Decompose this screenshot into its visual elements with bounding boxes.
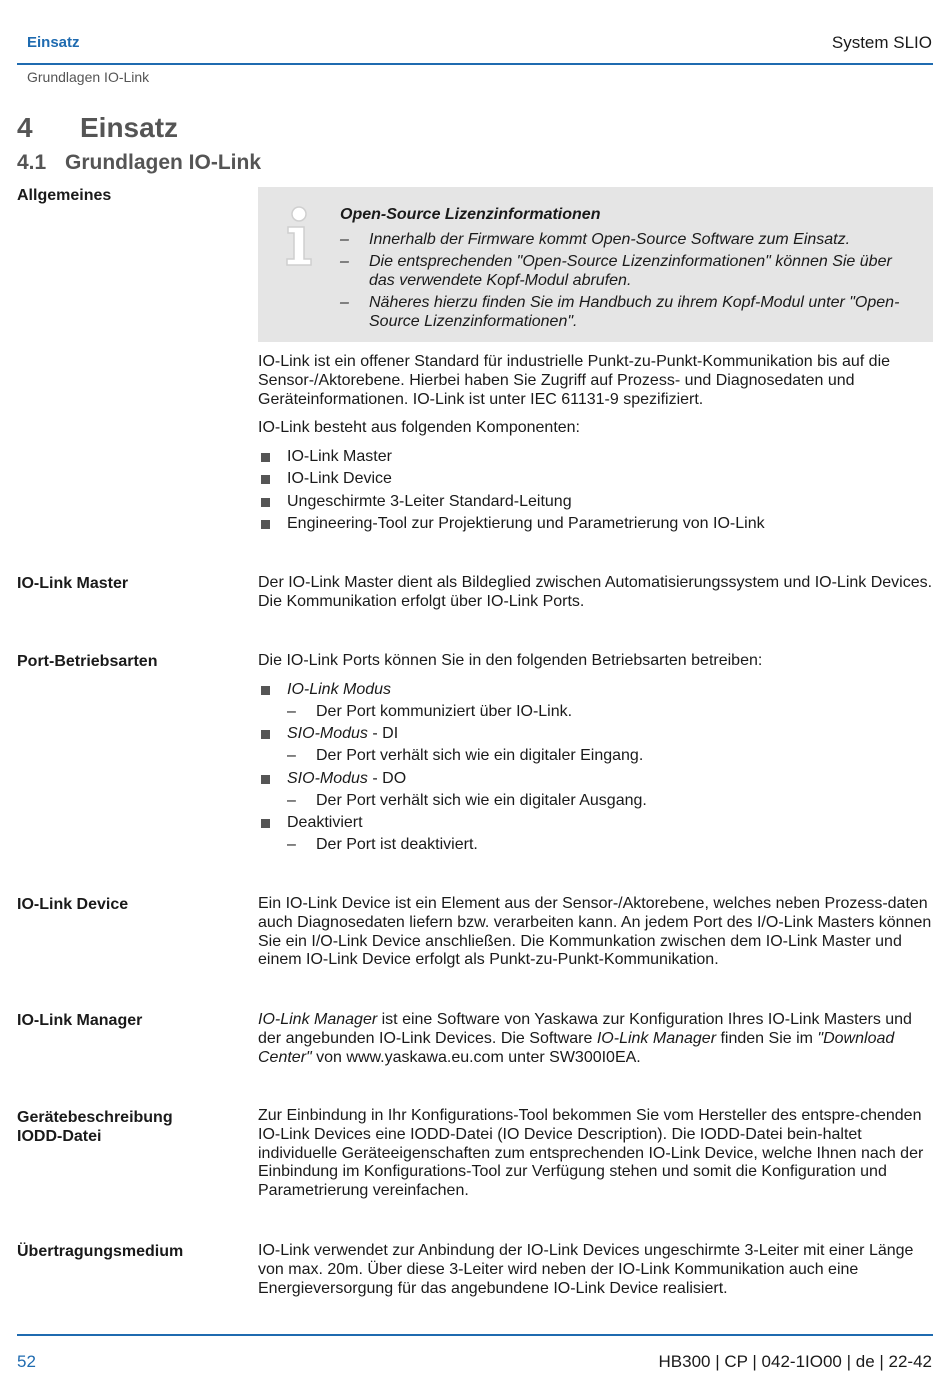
note-item-text: Innerhalb der Firmware kommt Open-Source Software zum Einsatz.: [369, 231, 851, 248]
mode-item: SIO-Modus - DI: [258, 725, 934, 744]
section-number: 4.1: [17, 151, 47, 174]
components-list: [258, 448, 934, 533]
chapter-heading: [17, 112, 178, 144]
mode-item: SIO-Modus - DO: [258, 770, 934, 789]
list-item: IO-Link Device: [258, 470, 934, 489]
mode-desc: – Der Port verhält sich wie ein digitaler Eingang.: [287, 747, 644, 765]
note-dash: –: [340, 253, 349, 270]
intro-paragraph: IO-Link ist ein offener Standard für industrielle Punkt-zu-Punkt-Kommunikation bis auf die Sensor-/Aktorebene. Hierbei haben Sie Zugriff auf Prozess- und Diagnosedaten und Geräteinformationen. IO-Link ist unter IEC 61131-9 spezifiziert.: [258, 353, 891, 408]
components-intro: IO-Link besteht aus folgenden Komponenten:: [258, 419, 580, 437]
square-bullet-icon: [261, 498, 270, 507]
label-device: IO-Link Device: [17, 896, 129, 913]
modes-list: [258, 681, 934, 855]
manager-text: IO-Link Manager ist eine Software von Yaskawa zur Konfiguration Ihres IO-Link Masters und der angebunden IO-Link Devices. Die Software IO-Link Manager finden Sie im "Download Center" von www.yaskawa.eu.com unter SW300I0EA.: [258, 1011, 912, 1066]
master-text: Der IO-Link Master dient als Bildeglied zwischen Automatisierungssystem und IO-Link Devices. Die Kommunikation erfolgt über IO-Link Ports.: [258, 574, 933, 610]
info-icon: [282, 205, 316, 267]
device-text: Ein IO-Link Device ist ein Element aus der Sensor-/Aktorebene, welches neben Prozess-daten auch Diagnosedaten liefern bzw. verarbeiten kann. An jedem Port des I/O-Link Masters können Sie ein I/O-Link Device anschließen. Die Kommunkation zwischen dem IO-Link Master und einem IO-Link Device erfolgt als Punkt-zu-Punkt-Kommunikation.: [258, 895, 932, 969]
note-item-text: Näheres hierzu finden Sie im Handbuch zu ihrem Kopf-Modul unter "Open-Source Lizenzinformationen".: [369, 294, 900, 330]
header-chapter: Einsatz: [27, 34, 80, 51]
label-ports: Port-Betriebsarten: [17, 653, 158, 670]
label-iodd: Gerätebeschreibung IODD-Datei: [17, 1109, 173, 1145]
list-item: Engineering-Tool zur Projektierung und Parametrierung von IO-Link: [258, 515, 934, 534]
square-bullet-icon: [261, 730, 270, 739]
note-title: Open-Source Lizenzinformationen: [340, 206, 601, 223]
label-medium: Übertragungsmedium: [17, 1243, 184, 1260]
allgemeines-body: [258, 353, 934, 534]
label-master: IO-Link Master: [17, 575, 129, 592]
medium-text: IO-Link verwendet zur Anbindung der IO-Link Devices ungeschirmte 3-Leiter mit einer Länge von max. 20m. Über diese 3-Leiter wird neben der IO-Link Kommunikation auch eine Energieversorgung für das angebundene IO-Link Device realisiert.: [258, 1242, 914, 1297]
chapter-title: Einsatz: [80, 112, 179, 143]
page-number: 52: [17, 1352, 36, 1371]
header-section: Grundlagen IO-Link: [27, 69, 150, 85]
square-bullet-icon: [261, 520, 270, 529]
ports-body: [258, 652, 934, 855]
note-dash: –: [340, 294, 349, 311]
note-item: [340, 294, 920, 332]
square-bullet-icon: [261, 819, 270, 828]
mode-desc: – Der Port kommuniziert über IO-Link.: [287, 702, 573, 720]
footer-divider: [17, 1334, 933, 1336]
mode-item: Deaktiviert: [258, 814, 934, 833]
license-note: [258, 187, 933, 342]
document-id: HB300 | CP | 042-1IO00 | de | 22-42: [658, 1352, 932, 1371]
mode-desc: – Der Port ist deaktiviert.: [287, 836, 478, 854]
section-heading: [17, 151, 261, 175]
note-item: [340, 231, 920, 250]
chapter-number: 4: [17, 112, 33, 143]
label-allgemeines: Allgemeines: [17, 187, 112, 204]
list-item: Ungeschirmte 3-Leiter Standard-Leitung: [258, 493, 934, 512]
square-bullet-icon: [261, 775, 270, 784]
mode-desc: – Der Port verhält sich wie ein digitaler Ausgang.: [287, 791, 647, 809]
label-manager: IO-Link Manager: [17, 1012, 143, 1029]
ports-intro: Die IO-Link Ports können Sie in den folgenden Betriebsarten betreiben:: [258, 652, 763, 669]
note-item-text: Die entsprechenden "Open-Source Lizenzinformationen" können Sie über das verwendete Kopf-Modul abrufen.: [369, 253, 892, 289]
list-item: IO-Link Master: [258, 448, 934, 467]
square-bullet-icon: [261, 453, 270, 462]
header-product: System SLIO: [831, 33, 932, 52]
note-item: [340, 253, 920, 291]
note-dash: –: [340, 231, 349, 248]
header-divider: [17, 63, 933, 65]
section-title: Grundlagen IO-Link: [65, 151, 262, 174]
mode-item: IO-Link Modus: [258, 681, 934, 700]
square-bullet-icon: [261, 686, 270, 695]
iodd-text: Zur Einbindung in Ihr Konfigurations-Tool bekommen Sie vom Hersteller des entspre-chenden IO-Link Devices eine IODD-Datei (IO Device Description). Die IODD-Datei bein-haltet individuelle Geräteeigenschaften zum entsprechenden IO-Link Device, welche Ihnen nach der Einbindung im Konfigurations-Tool zur Verfügung stehen und somit die Konfiguration und Parametrierung vereinfachen.: [258, 1107, 924, 1200]
square-bullet-icon: [261, 475, 270, 484]
